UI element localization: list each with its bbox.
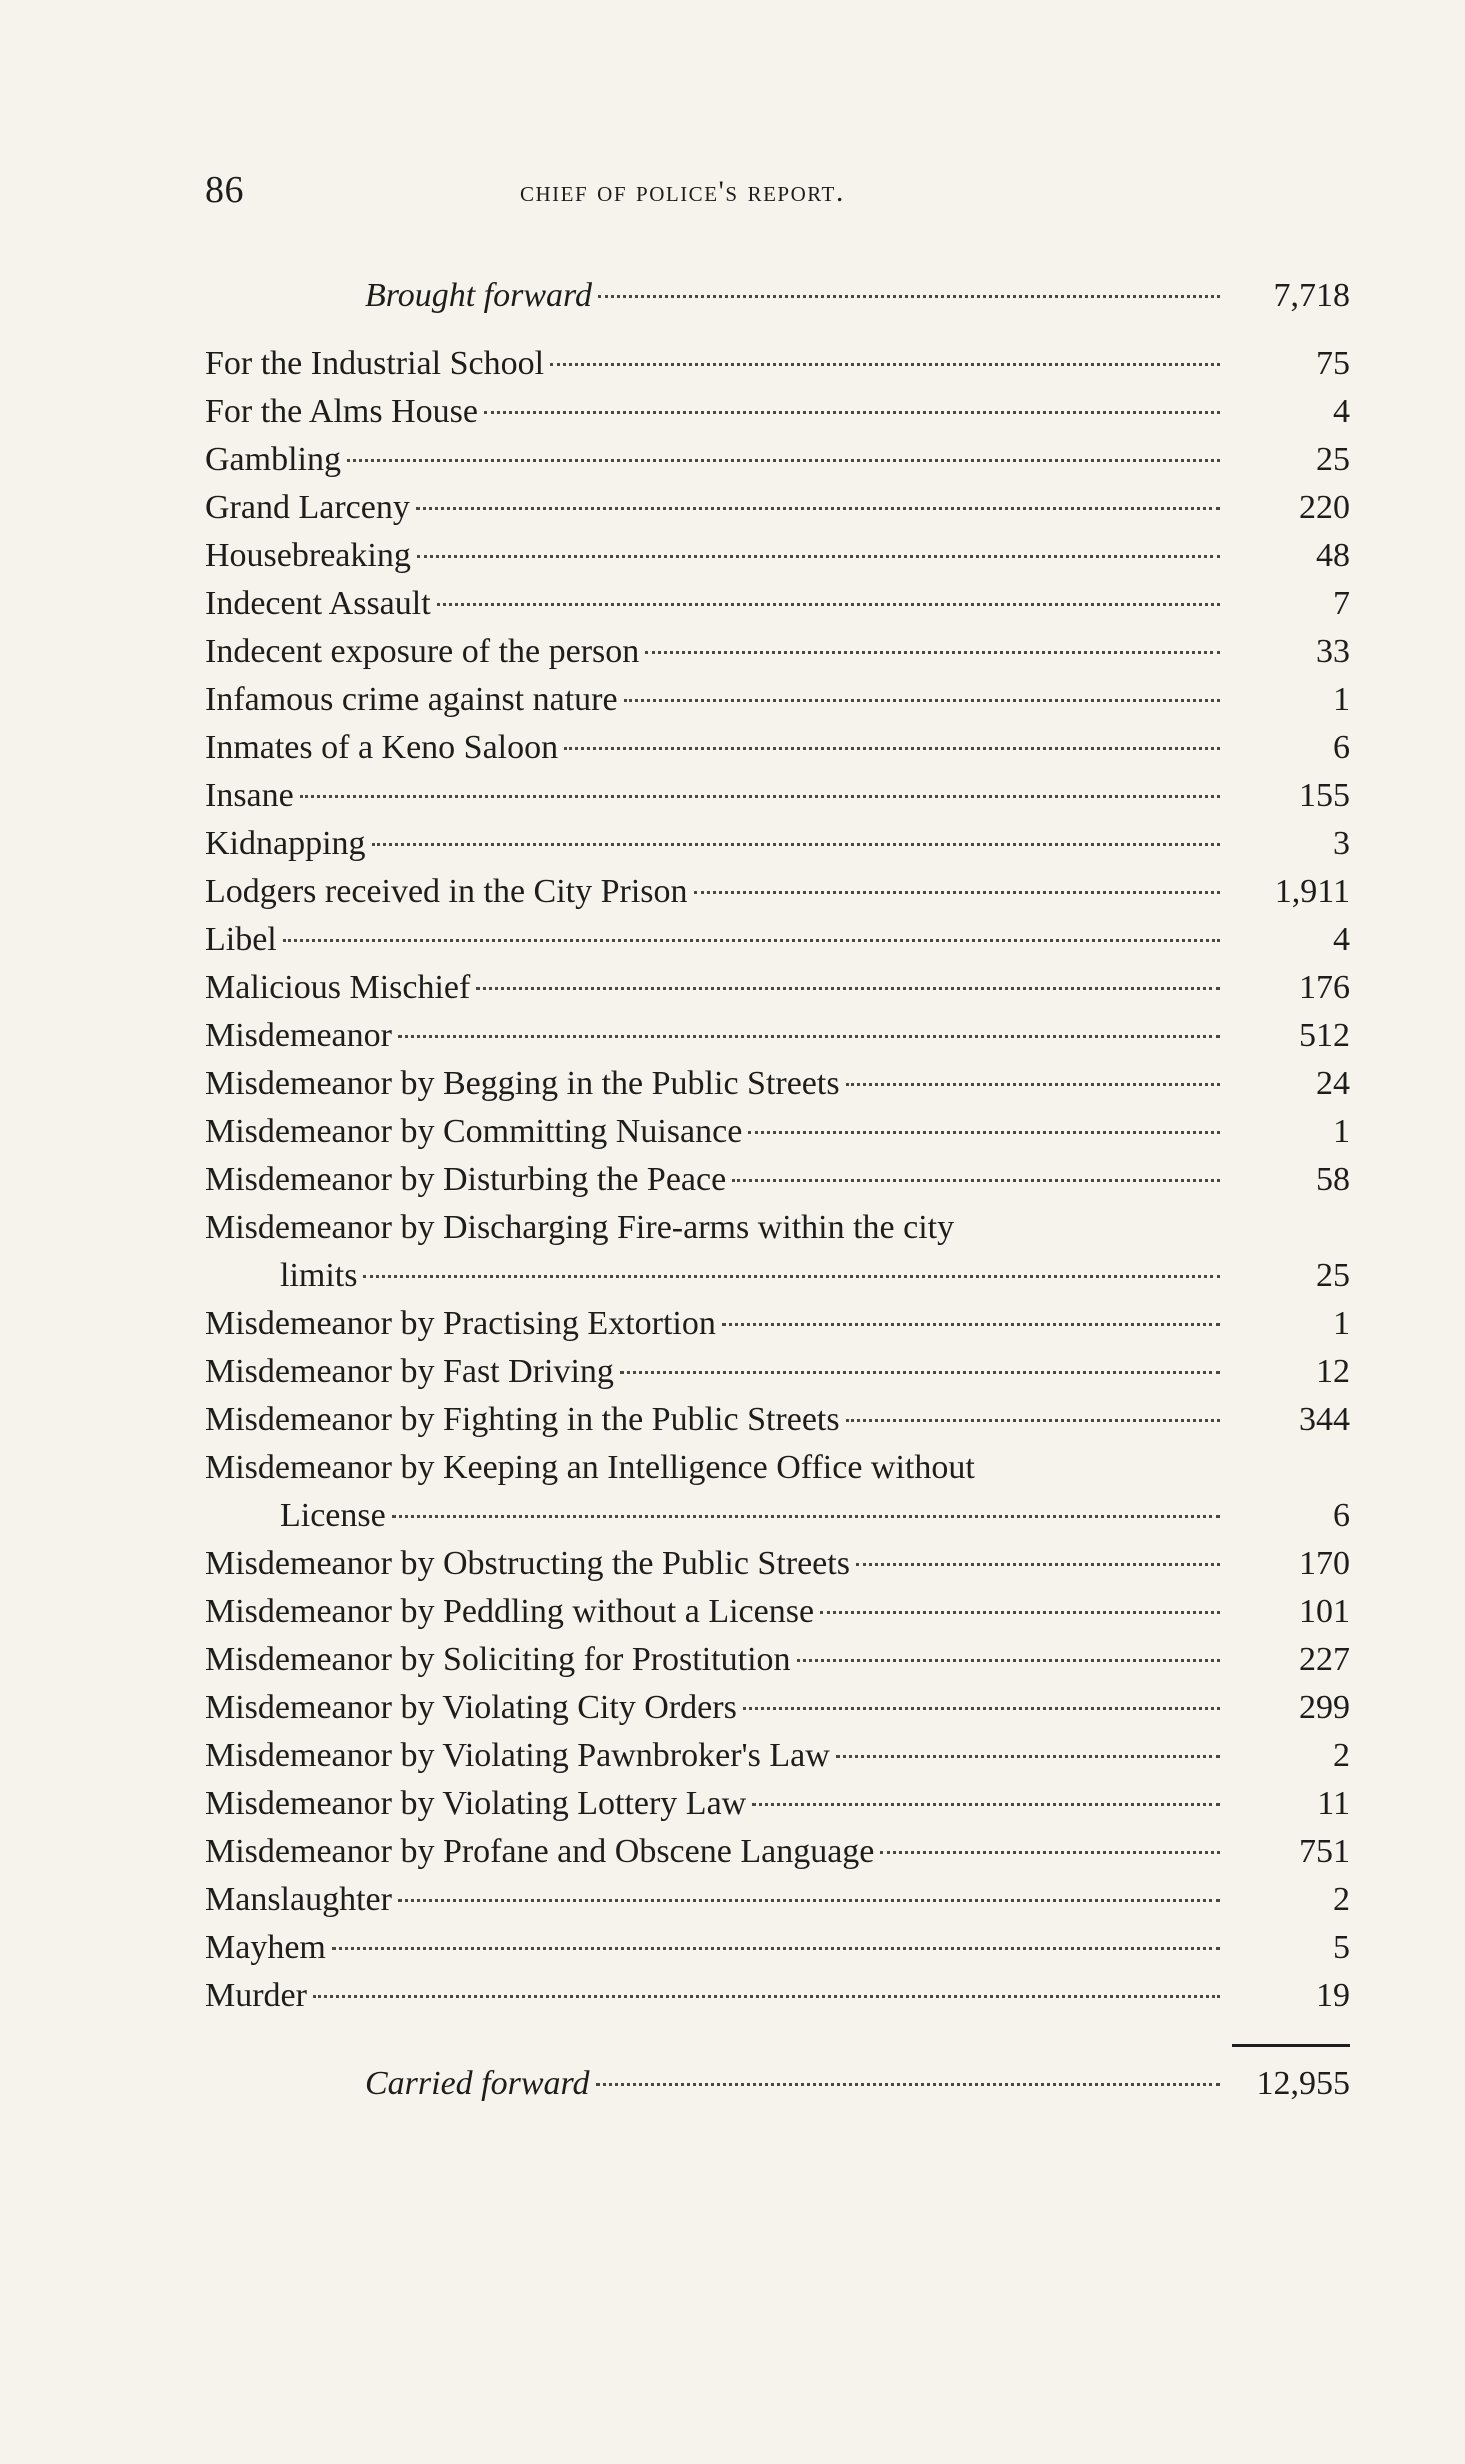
offense-count: 48 — [1316, 537, 1350, 574]
dot-leader — [398, 1899, 1220, 1902]
dot-leader — [300, 795, 1220, 798]
offense-count: 1 — [1333, 1113, 1350, 1150]
brought-forward-label: Brought forward — [365, 277, 593, 314]
dot-leader — [797, 1659, 1220, 1662]
offense-label: Misdemeanor by Keeping an Intelligence Office without — [205, 1449, 975, 1486]
table-row — [205, 1108, 1350, 1156]
dot-leader — [856, 1563, 1220, 1566]
offense-count: 512 — [1299, 1017, 1350, 1054]
offense-label: Misdemeanor — [205, 1017, 392, 1054]
table-row — [205, 868, 1350, 916]
table-row — [205, 1780, 1350, 1828]
table-row — [205, 1156, 1350, 1204]
table-row — [205, 484, 1350, 532]
offense-count: 227 — [1299, 1641, 1350, 1678]
dot-leader — [564, 747, 1220, 750]
offense-count: 5 — [1333, 1929, 1350, 1966]
offense-label: Lodgers received in the City Prison — [205, 873, 688, 910]
table-row — [205, 1204, 1350, 1300]
offense-label: Misdemeanor by Discharging Fire-arms within the city — [205, 1209, 955, 1246]
offense-count: 6 — [1333, 1497, 1350, 1534]
table-row — [205, 388, 1350, 436]
offense-count: 11 — [1317, 1785, 1350, 1822]
offense-count: 58 — [1316, 1161, 1350, 1198]
offense-label: Misdemeanor by Violating City Orders — [205, 1689, 737, 1726]
dot-leader — [645, 651, 1220, 654]
offense-label: Misdemeanor by Begging in the Public Streets — [205, 1065, 840, 1102]
table-row — [205, 820, 1350, 868]
dot-leader — [748, 1131, 1220, 1134]
dot-leader — [880, 1851, 1220, 1854]
offense-count: 6 — [1333, 729, 1350, 766]
offense-label: Malicious Mischief — [205, 969, 471, 1006]
offense-count: 220 — [1299, 489, 1350, 526]
offense-label: Inmates of a Keno Saloon — [205, 729, 559, 766]
table-row — [205, 676, 1350, 724]
table-row — [205, 1876, 1350, 1924]
offense-count: 25 — [1316, 1257, 1350, 1294]
offense-label: Mayhem — [205, 1929, 326, 1966]
dot-leader — [836, 1755, 1220, 1758]
dot-leader — [347, 459, 1220, 462]
offense-count: 19 — [1316, 1977, 1350, 2014]
offense-count: 25 — [1316, 441, 1350, 478]
offense-label: Misdemeanor by Fighting in the Public Streets — [205, 1401, 840, 1438]
table-row — [205, 1732, 1350, 1780]
table-row — [205, 772, 1350, 820]
page-number: 86 — [205, 169, 244, 211]
offense-label: Manslaughter — [205, 1881, 392, 1918]
dot-leader — [484, 411, 1220, 414]
offense-label: Grand Larceny — [205, 489, 410, 526]
table-row — [205, 1684, 1350, 1732]
offense-count: 170 — [1299, 1545, 1350, 1582]
table-row — [205, 1924, 1350, 1972]
offense-count: 101 — [1299, 1593, 1350, 1630]
table-row — [205, 1588, 1350, 1636]
table-row — [205, 436, 1350, 484]
table-row — [205, 1396, 1350, 1444]
offense-count: 4 — [1333, 921, 1350, 958]
dot-leader — [694, 891, 1220, 894]
dot-leader — [743, 1707, 1220, 1710]
brought-forward-count: 7,718 — [1273, 277, 1350, 314]
offense-label: Misdemeanor by Soliciting for Prostitution — [205, 1641, 791, 1678]
brought-forward-row — [205, 272, 1350, 320]
dot-leader — [398, 1035, 1220, 1038]
table-row — [205, 1444, 1350, 1540]
table-row — [205, 1348, 1350, 1396]
offense-count: 3 — [1333, 825, 1350, 862]
offense-count: 155 — [1299, 777, 1350, 814]
table-row — [205, 724, 1350, 772]
offense-count: 2 — [1333, 1737, 1350, 1774]
dot-leader — [476, 987, 1220, 990]
offense-label: Misdemeanor by Committing Nuisance — [205, 1113, 743, 1150]
dot-leader — [722, 1323, 1220, 1326]
table-row — [205, 1012, 1350, 1060]
table-row — [205, 340, 1350, 388]
table-row — [205, 1972, 1350, 2020]
table-row — [205, 628, 1350, 676]
page-header — [205, 168, 1355, 218]
dot-leader — [416, 507, 1220, 510]
table-row — [205, 1636, 1350, 1684]
dot-leader — [620, 1371, 1220, 1374]
table-row — [205, 1060, 1350, 1108]
offense-label: Kidnapping — [205, 825, 366, 862]
dot-leader — [820, 1611, 1220, 1614]
total-rule — [1232, 2044, 1350, 2047]
table-row — [205, 1540, 1350, 1588]
offense-label: Misdemeanor by Practising Extortion — [205, 1305, 716, 1342]
table-row — [205, 964, 1350, 1012]
dot-leader — [363, 1275, 1220, 1278]
offense-count: 1 — [1333, 681, 1350, 718]
dot-leader — [846, 1083, 1220, 1086]
dot-leader — [417, 555, 1220, 558]
carried-forward-count: 12,955 — [1256, 2065, 1350, 2102]
dot-leader — [598, 295, 1220, 298]
offense-label: For the Alms House — [205, 393, 478, 430]
offense-label: Housebreaking — [205, 537, 411, 574]
offense-count: 2 — [1333, 1881, 1350, 1918]
offense-count: 12 — [1316, 1353, 1350, 1390]
offense-label: For the Industrial School — [205, 345, 545, 382]
offense-count: 24 — [1316, 1065, 1350, 1102]
table-row — [205, 1300, 1350, 1348]
dot-leader — [332, 1947, 1220, 1950]
carried-forward-label: Carried forward — [365, 2065, 590, 2102]
offense-label: Libel — [205, 921, 277, 958]
dot-leader — [392, 1515, 1220, 1518]
offense-count: 7 — [1333, 585, 1350, 622]
dot-leader — [752, 1803, 1220, 1806]
dot-leader — [550, 363, 1220, 366]
offense-label: Indecent exposure of the person — [205, 633, 640, 670]
table-row — [205, 916, 1350, 964]
table-row — [205, 532, 1350, 580]
offense-label: Murder — [205, 1977, 307, 2014]
offense-count: 33 — [1316, 633, 1350, 670]
offense-count: 299 — [1299, 1689, 1350, 1726]
dot-leader — [372, 843, 1220, 846]
offense-label: Misdemeanor by Profane and Obscene Language — [205, 1833, 875, 1870]
running-title: chief of police's report. — [520, 175, 845, 208]
offense-count: 751 — [1299, 1833, 1350, 1870]
table-row — [205, 1828, 1350, 1876]
dot-leader — [313, 1995, 1220, 1998]
offense-label-continuation: License — [280, 1497, 386, 1534]
table-row — [205, 580, 1350, 628]
offense-label: Misdemeanor by Obstructing the Public Streets — [205, 1545, 850, 1582]
dot-leader — [624, 699, 1220, 702]
dot-leader — [283, 939, 1220, 942]
offense-label: Misdemeanor by Peddling without a License — [205, 1593, 815, 1630]
offense-label: Misdemeanor by Violating Pawnbroker's Law — [205, 1737, 830, 1774]
offense-label: Misdemeanor by Violating Lottery Law — [205, 1785, 747, 1822]
dot-leader — [437, 603, 1220, 606]
offense-count: 75 — [1316, 345, 1350, 382]
offense-count: 1,911 — [1274, 873, 1350, 910]
dot-leader — [596, 2083, 1220, 2086]
offense-label: Indecent Assault — [205, 585, 431, 622]
offense-label: Misdemeanor by Fast Driving — [205, 1353, 614, 1390]
carried-forward-row — [205, 2060, 1350, 2108]
offense-count: 344 — [1299, 1401, 1350, 1438]
offense-label: Gambling — [205, 441, 341, 478]
offense-count: 176 — [1299, 969, 1350, 1006]
dot-leader — [846, 1419, 1220, 1422]
dot-leader — [732, 1179, 1220, 1182]
offense-count: 4 — [1333, 393, 1350, 430]
offense-label: Infamous crime against nature — [205, 681, 618, 718]
offense-label-continuation: limits — [280, 1257, 358, 1294]
offense-label: Insane — [205, 777, 294, 814]
offense-label: Misdemeanor by Disturbing the Peace — [205, 1161, 727, 1198]
offense-count: 1 — [1333, 1305, 1350, 1342]
